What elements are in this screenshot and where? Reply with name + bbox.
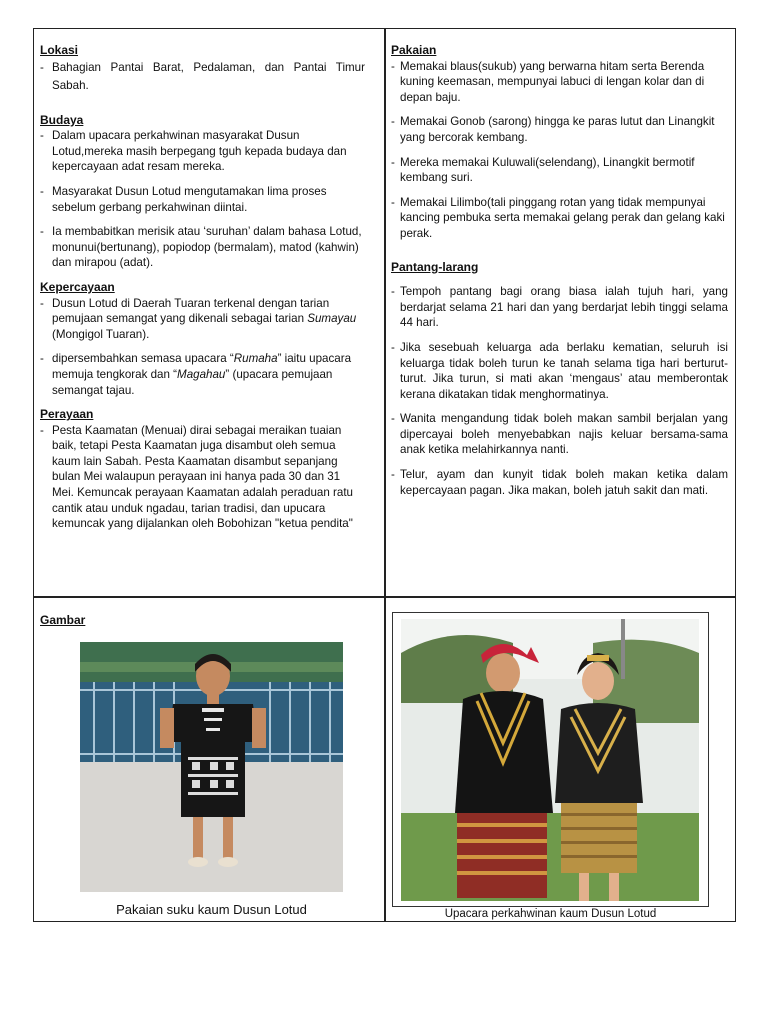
pakaian-item: - Mereka memakai Kuluwali(selendang), Linangkit bermotif kembang suri. <box>391 155 695 185</box>
left-column <box>40 43 365 532</box>
row-divider <box>33 596 736 598</box>
pakaian-item: - Memakai Gonob (sarong) hingga ke paras lutut dan Linangkit yang bercorak kembang. <box>391 115 715 144</box>
pakaian-heading: Pakaian <box>391 43 437 57</box>
right-column <box>391 43 728 498</box>
perayaan-heading: Perayaan <box>40 407 94 422</box>
dusun-lotud-costume-photo <box>80 642 343 892</box>
budaya-item: - Dalam upacara perkahwinan masyarakat Dusun Lotud,mereka masih berpegang tguh kepada budaya dan kepercayaan adat resam mereka. <box>40 129 347 174</box>
budaya-heading: Budaya <box>40 112 84 127</box>
pantang-item: - Tempoh pantang bagi orang biasa ialah tujuh hari, yang berdarjat selama 21 hari dan yang berdarjat lebih tinggi selama 44 hari. <box>391 285 728 330</box>
pakaian-item: - Memakai Lilimbo(tali pinggang rotan yang tidak mempunyai kancing pembuka serta memakai gelang perak dan gelang kaki perak. <box>391 195 725 240</box>
left-photo-caption: Pakaian suku kaum Dusun Lotud <box>116 902 307 917</box>
perayaan-item: - Pesta Kaamatan (Menuai) dirai sebagai meraikan tuaian baik, tetapi Pesta Kaamatan juga disambut oleh semua kaum lain Sabah. Pesta Kaamatan disambut sepanjang bulan Mei walaupun perayaan ini hanya pada 30 dan 31 Mei. Kemuncak perayaan Kaamatan adalah peraduan ratu cantik atau unduk ngadau, tarian tradisi, dan upucara kemuncak yang dijalankan oleh Bobohizan "ketua pendita" <box>40 423 353 531</box>
budaya-item: - Masyarakat Dusun Lotud mengutamakan lima proses sebelum gerbang perkahwinan diintai. <box>40 184 327 214</box>
kepercayaan-heading: Kepercayaan <box>40 279 115 294</box>
pantang-item: - Jika sesebuah keluarga ada berlaku kematian, seluruh isi keluarga tidak boleh turun ke tanah selama tiga hari berturut-turut. Jika turun, si mati akan ‘mengaus’ atau memberontak kerana dikatakan tidak menghormatinya. <box>391 340 728 401</box>
lokasi-item: - Bahagian Pantai Barat, Pedalaman, dan Pantai Timur Sabah. <box>40 59 365 95</box>
pantang-item: - Telur, ayam dan kunyit tidak boleh makan ketika dalam kepercayaan pagan. Jika makan, boleh jatuh sakit dan mati. <box>391 468 728 497</box>
pakaian-item: - Memakai blaus(sukub) yang berwarna hitam serta Berenda kuning keemasan, mempunyai labuci di lengan kolar dan di depan baju. <box>391 59 705 104</box>
dusun-lotud-wedding-photo <box>392 612 709 907</box>
kepercayaan-item: - dipersembahkan semasa upacara “Rumaha” iaitu upacara memuja tengkorak dan “Magahau” (upacara pemujaan semangat tajau. <box>40 352 352 397</box>
pantang-heading: Pantang-larang <box>391 259 479 274</box>
pantang-item: - Wanita mengandung tidak boleh makan sambil berjalan yang dipercayai boleh menyebabkan najis keluar bersama-sama anak ketika melahirkannya nanti. <box>391 412 728 457</box>
kepercayaan-item: - Dusun Lotud di Daerah Tuaran terkenal dengan tarian pemujaan semangat yang dikenali sebagai tarian Sumayau (Mongigol Tuaran). <box>40 296 357 341</box>
bullet-dash: - <box>40 60 44 74</box>
lokasi-heading: Lokasi <box>40 43 79 57</box>
budaya-item: - Ia membabitkan merisik atau ‘suruhan’ dalam bahasa Lotud, monunui(bertunang), popiodop (bermalam), matod (kahwin) dan mirapou (adat). <box>40 225 362 270</box>
right-photo-caption: Upacara perkahwinan kaum Dusun Lotud <box>444 908 657 920</box>
column-divider <box>384 28 386 922</box>
gambar-heading: Gambar <box>40 613 86 627</box>
